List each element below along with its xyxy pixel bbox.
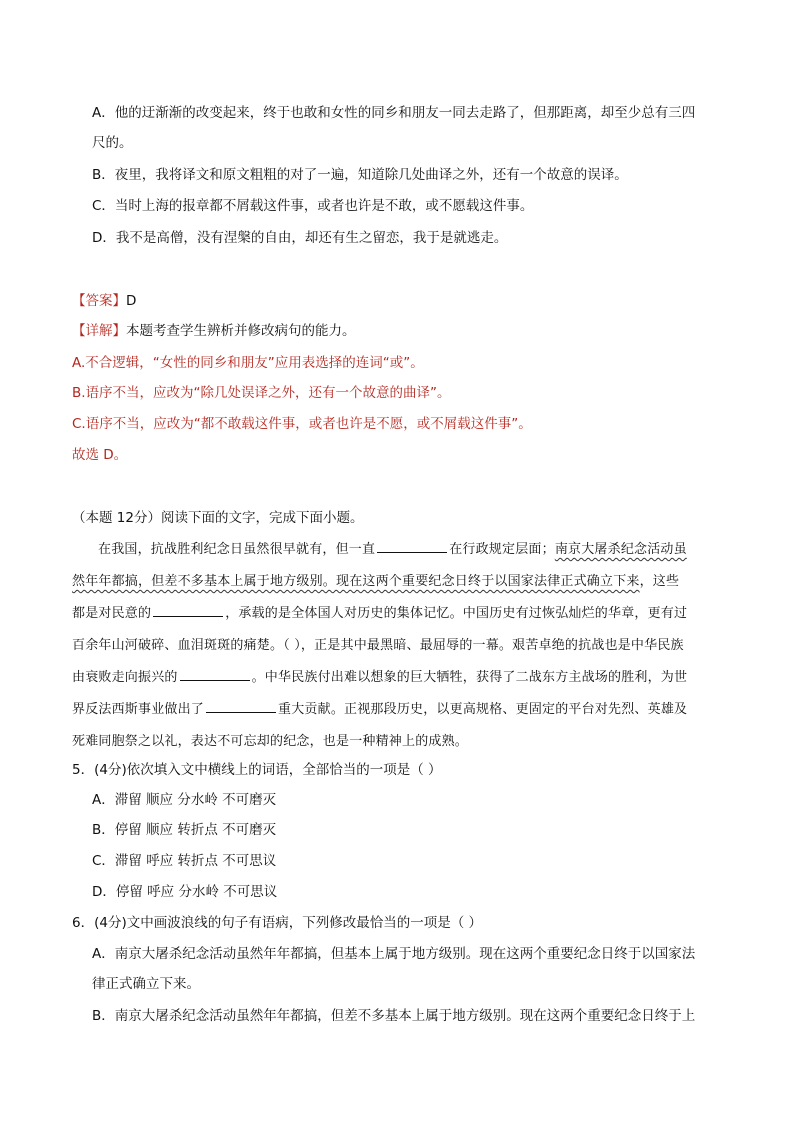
passage-line-6: 界反法西斯事业做出了 重大贡献。正视那段历史，以更高规格、更固定的平台对先烈、英雄及 xyxy=(72,702,688,717)
q5-option-d: D．停留 呼应 分水岭 不可思议 xyxy=(92,884,278,900)
passage-line-1: 在我国，抗战胜利纪念日虽然很早就有，但一直 在行政规定层面；南京大屠杀纪念活动虽 xyxy=(98,542,687,557)
answer-line xyxy=(72,291,136,311)
explanation-c: C.语序不当，应改为“都不敢载这件事，或者也许是不愿，或不屑载这件事”。 xyxy=(72,416,532,432)
section-intro: （本题 12分）阅读下面的文字，完成下面小题。 xyxy=(72,510,364,526)
option-b: B．夜里，我将译文和原文粗粗的对了一遍，知道除几处曲译之外，还有一个故意的误译。 xyxy=(92,167,628,183)
passage-line-7: 死难同胞祭之以礼，表达不可忘却的纪念，也是一种精神上的成熟。 xyxy=(72,734,469,749)
q5-option-b: B．停留 顺应 转折点 不可磨灭 xyxy=(92,822,277,838)
q6-option-a-line2: 律正式确立下来。 xyxy=(92,976,200,992)
option-d: D．我不是高僧，没有涅槃的自由，却还有生之留恋，我于是就逃走。 xyxy=(92,230,508,246)
q6-option-b-line1: B．南京大屠杀纪念活动虽然年年都搞，但差不多基本上属于地方级别。现在这两个重要纪念日终于上 xyxy=(92,1008,696,1024)
answer-value: D xyxy=(126,293,137,309)
explanation-b: B.语序不当，应改为“除几处误译之外，还有一个故意的曲译”。 xyxy=(72,385,451,401)
wavy-sentence-part1: 南京大屠杀纪念活动虽 xyxy=(554,542,687,557)
passage-line-2: 然年年都搞，但差不多基本上属于地方级别。现在这两个重要纪念日终于以国家法律正式确立下来，这些 xyxy=(72,574,680,589)
detail-line xyxy=(72,321,356,341)
fill-blank-3 xyxy=(180,668,250,681)
fill-blank-1 xyxy=(377,540,447,553)
q5-stem: 5．(4分)依次填入文中横线上的词语，全部恰当的一项是（ ） xyxy=(72,762,442,778)
explanation-a: A.不合逻辑，“女性的同乡和朋友”应用表选择的连词“或”。 xyxy=(72,355,424,371)
option-a-line1: A．他的迂渐渐的改变起来，终于也敢和女性的同乡和朋友一同去走路了，但那距离，却至少总有三四 xyxy=(92,105,696,121)
q6-stem: 6．(4分)文中画波浪线的句子有语病，下列修改最恰当的一项是（ ） xyxy=(72,915,483,931)
detail-text: 本题考查学生辨析并修改病句的能力。 xyxy=(126,323,356,339)
detail-label: 【详解】 xyxy=(72,323,126,339)
q6-option-a-line1: A．南京大屠杀纪念活动虽然年年都搞，但基本上属于地方级别。现在这两个重要纪念日终于以国家法 xyxy=(92,946,696,962)
q5-option-c: C．滞留 呼应 转折点 不可思议 xyxy=(92,853,277,869)
answer-label: 【答案】 xyxy=(72,293,126,309)
passage-line-3: 都是对民意的 ，承载的是全体国人对历史的集体记忆。中国历史有过恢弘灿烂的华章，更有过 xyxy=(72,606,688,621)
option-a-line2: 尺的。 xyxy=(92,135,133,151)
fill-blank-2 xyxy=(153,604,223,617)
fill-blank-4 xyxy=(206,700,276,713)
q5-option-a: A．滞留 顺应 分水岭 不可磨灭 xyxy=(92,792,277,808)
passage-line-4: 百余年山河破碎、血泪斑斑的痛楚。（ ），正是其中最黑暗、最屈辱的一幕。艰苦卓绝的抗战也是中华民族 xyxy=(72,638,684,653)
conclusion: 故选 D。 xyxy=(72,447,128,463)
wavy-sentence-part2: 然年年都搞，但差不多基本上属于地方级别。现在这两个重要纪念日终于以国家法律正式确立下来 xyxy=(72,574,640,589)
passage-line-5: 由衰败走向振兴的 。中华民族付出难以想象的巨大牺牲，获得了二战东方主战场的胜利，为世 xyxy=(72,670,688,685)
option-c: C．当时上海的报章都不屑载这件事，或者也许是不敢，或不愿载这件事。 xyxy=(92,198,534,214)
